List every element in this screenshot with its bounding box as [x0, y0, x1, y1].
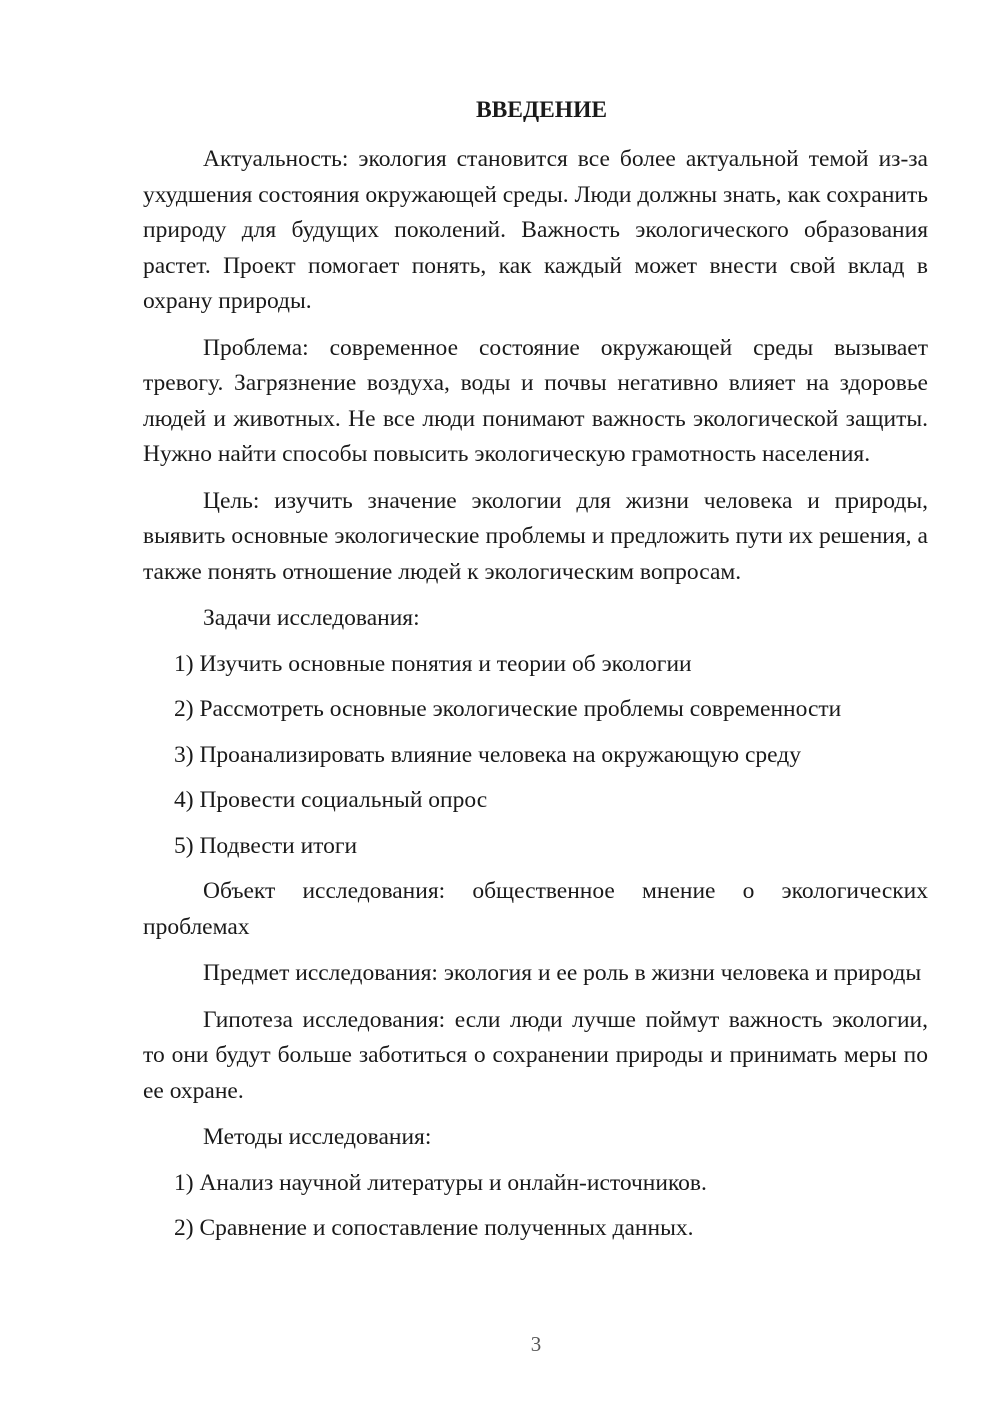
paragraph-object: Объект исследования: общественное мнение о экологических проблемах — [143, 878, 928, 940]
page-number: 3 — [530, 1332, 542, 1356]
section-title: ВВЕДЕНИЕ — [475, 97, 608, 123]
task-item: 3) Проанализировать влияние человека на окружающую среду — [174, 741, 801, 768]
task-item: 4) Провести социальный опрос — [174, 787, 488, 813]
paragraph-relevance: Актуальность: экология становится все более актуальной темой из-за ухудшения состояния окружающей среды. Люди должны знать, как сохранить природу для будущих поколений. Важность экологического образования растет. Проект помогает понять, как каждый может внести свой вклад в охрану природы. — [143, 146, 928, 314]
paragraph-hypothesis: Гипотеза исследования: если люди лучше поймут важность экологии, то они будут больше заботиться о сохранении природы и принимать меры по ее охране. — [143, 1006, 928, 1104]
page-body — [143, 95, 928, 1257]
task-item: 5) Подвести итоги — [174, 832, 358, 859]
tasks-heading: Задачи исследования: — [203, 605, 420, 631]
methods-list — [143, 1166, 928, 1247]
paragraph-subject: Предмет исследования: экология и ее роль в жизни человека и природы — [203, 960, 922, 986]
task-item: 1) Изучить основные понятия и теории об экологии — [174, 650, 692, 677]
methods-heading: Методы исследования: — [203, 1124, 432, 1150]
task-item: 2) Рассмотреть основные экологические проблемы современности — [174, 696, 842, 722]
tasks-list — [143, 647, 928, 865]
paragraph-goal: Цель: изучить значение экологии для жизни человека и природы, выявить основные экологические проблемы и предложить пути их решения, а также понять отношение людей к экологическим вопросам. — [143, 487, 928, 585]
method-item: 1) Анализ научной литературы и онлайн-источников. — [174, 1169, 707, 1196]
method-item: 2) Сравнение и сопоставление полученных данных. — [174, 1215, 694, 1241]
paragraph-problem: Проблема: современное состояние окружающей среды вызывает тревогу. Загрязнение воздуха, воды и почвы негативно влияет на здоровье людей и животных. Не все люди понимают важность экологической защиты. Нужно найти способы повысить экологическую грамотность населения. — [143, 334, 928, 467]
